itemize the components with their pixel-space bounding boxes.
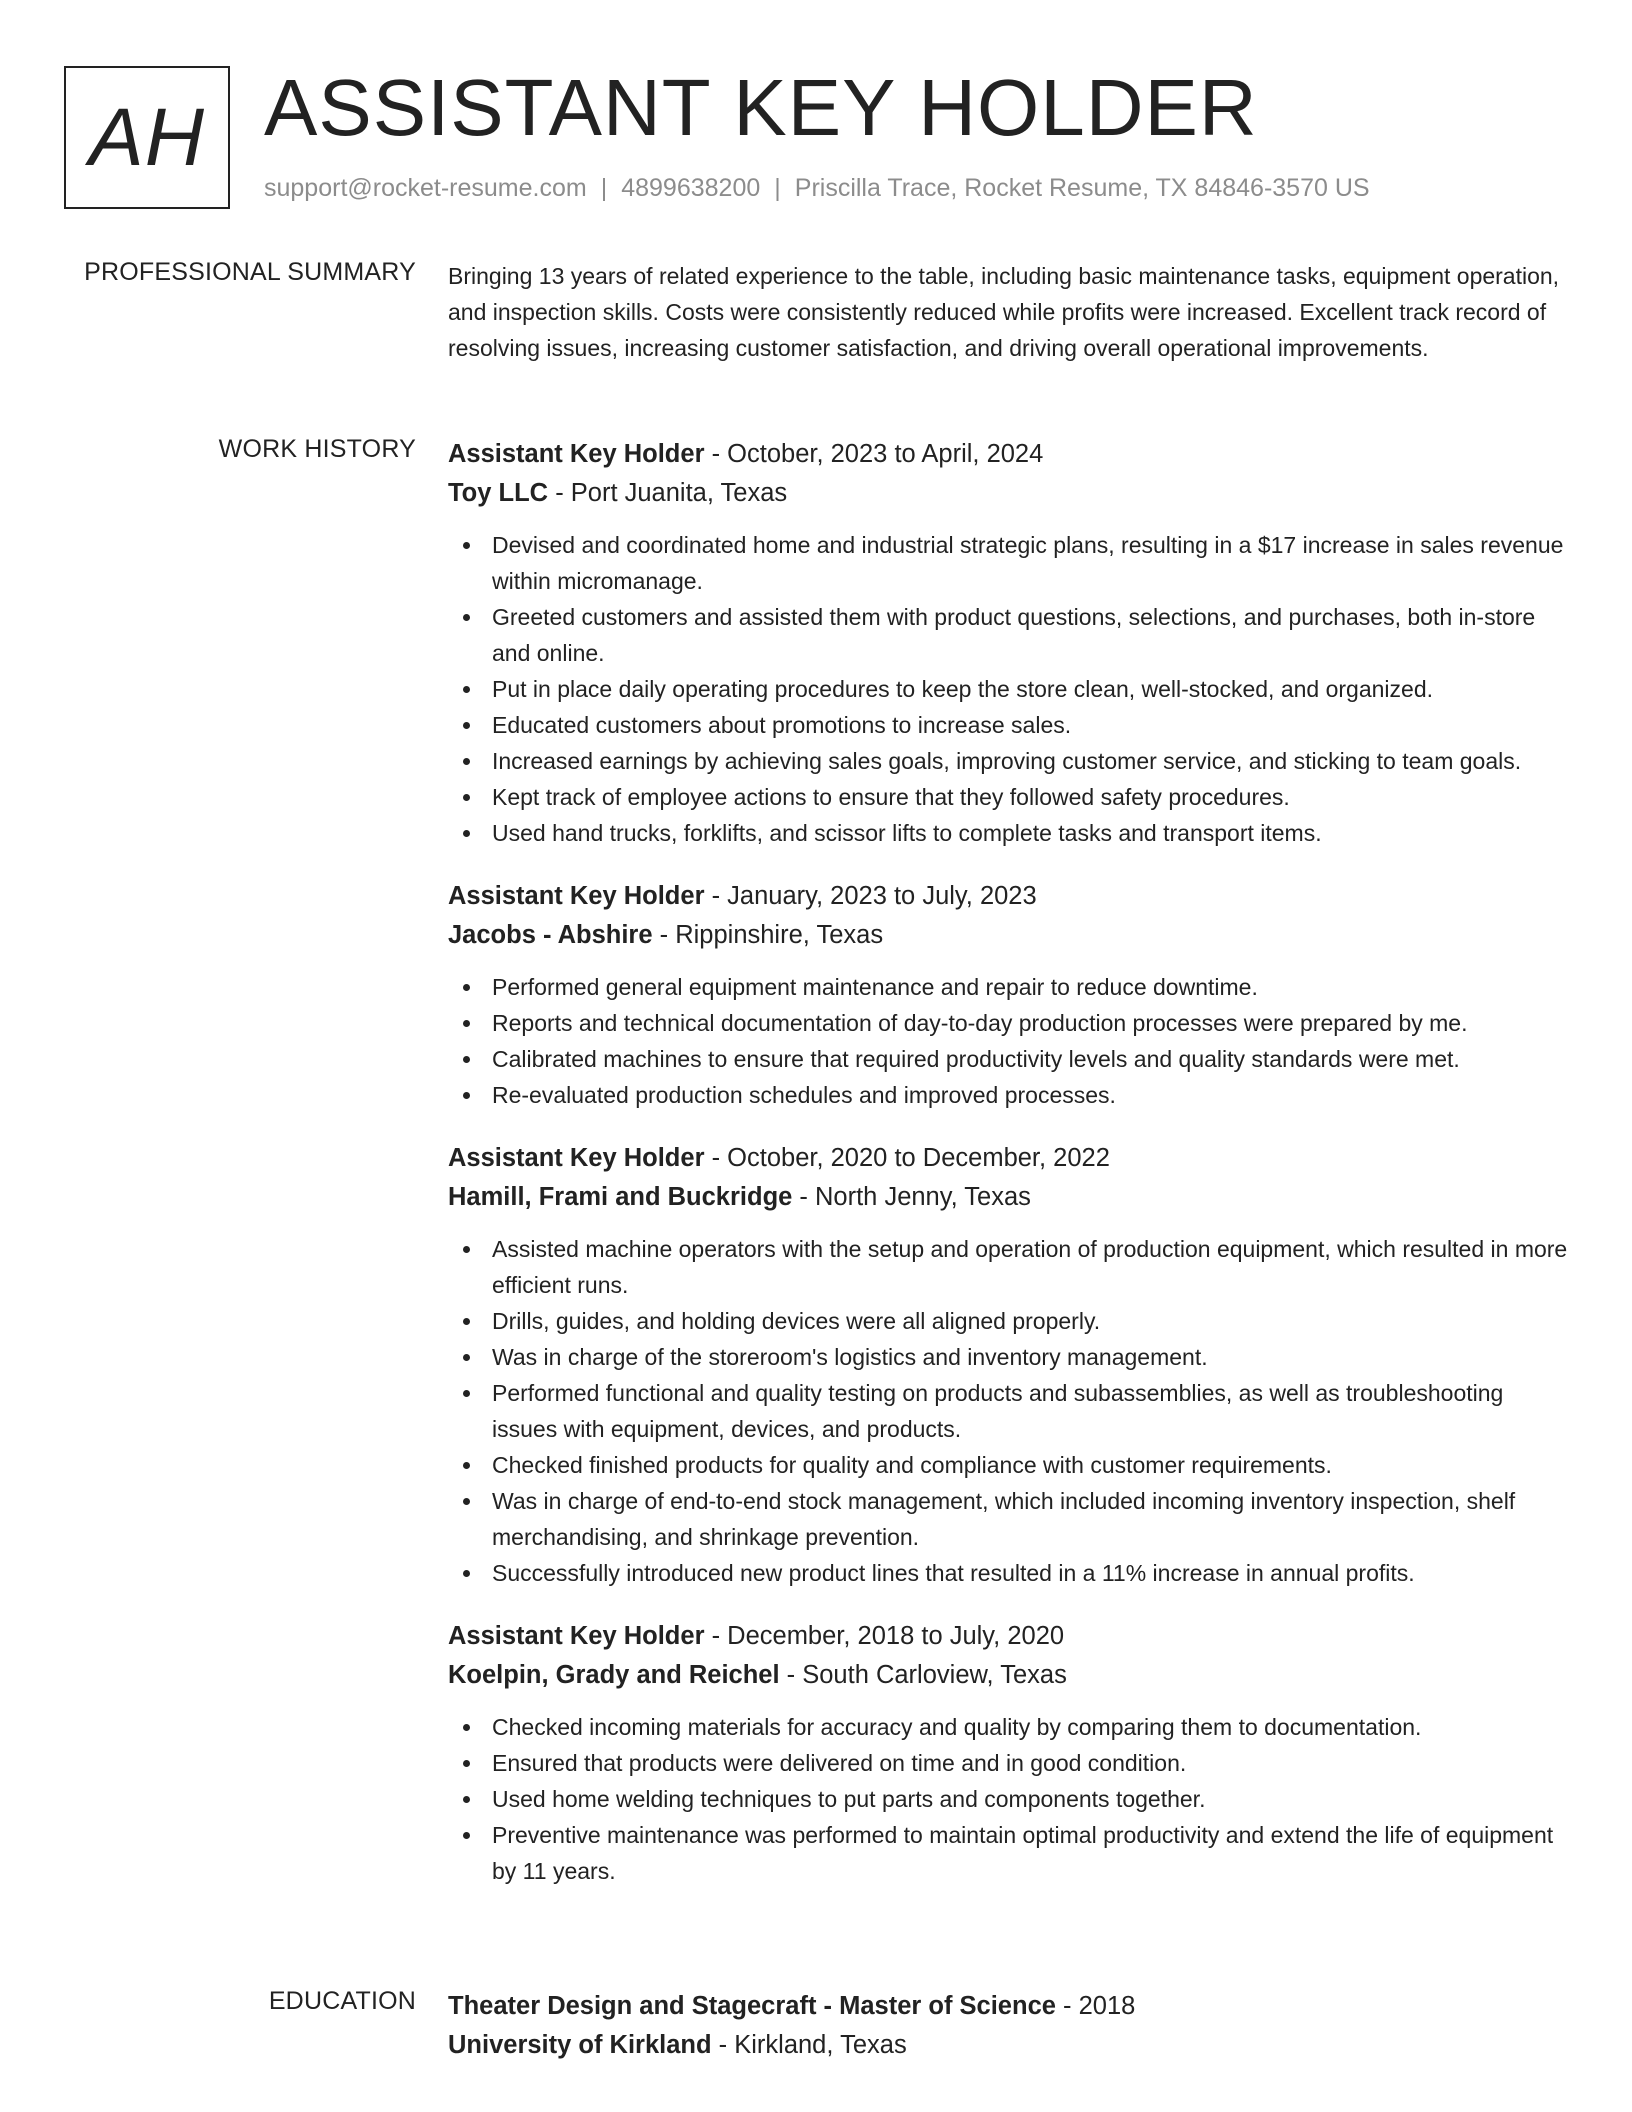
job-role: Assistant Key Holder bbox=[448, 1144, 705, 1172]
job-location: - Port Juanita, Texas bbox=[548, 479, 788, 507]
education-school-line bbox=[448, 2026, 1568, 2065]
bullet-item: Performed general equipment maintenance and repair to reduce downtime. bbox=[448, 969, 1568, 1005]
job-company: Jacobs - Abshire bbox=[448, 921, 653, 949]
job-entry bbox=[448, 1617, 1568, 1889]
job-bullets bbox=[448, 969, 1568, 1113]
bullet-item: Greeted customers and assisted them with product questions, selections, and purchases, both in-store and online. bbox=[448, 599, 1568, 671]
bullet-item: Was in charge of end-to-end stock management, which included incoming inventory inspection, shelf merchandising, and shrinkage prevention. bbox=[448, 1483, 1568, 1555]
bullet-item: Successfully introduced new product lines that resulted in a 11% increase in annual profits. bbox=[448, 1555, 1568, 1591]
bullet-item: Re-evaluated production schedules and improved processes. bbox=[448, 1077, 1568, 1113]
education-degree-line bbox=[448, 1987, 1568, 2026]
bullet-item: Increased earnings by achieving sales goals, improving customer service, and sticking to team goals. bbox=[448, 743, 1568, 779]
education-location: - Kirkland, Texas bbox=[711, 2031, 907, 2059]
job-dates: - January, 2023 to July, 2023 bbox=[704, 882, 1037, 910]
bullet-item: Devised and coordinated home and industrial strategic plans, resulting in a $17 increase in sales revenue within micromanage. bbox=[448, 527, 1568, 599]
job-location: - South Carloview, Texas bbox=[779, 1661, 1067, 1689]
bullet-item: Used home welding techniques to put parts and components together. bbox=[448, 1781, 1568, 1817]
job-title-line bbox=[448, 1617, 1568, 1656]
bullet-item: Used hand trucks, forklifts, and scissor lifts to complete tasks and transport items. bbox=[448, 815, 1568, 851]
education-degree: Theater Design and Stagecraft - Master of Science bbox=[448, 1992, 1056, 2020]
bullet-item: Reports and technical documentation of day-to-day production processes were prepared by me. bbox=[448, 1005, 1568, 1041]
job-location: - Rippinshire, Texas bbox=[652, 921, 884, 949]
bullet-item: Was in charge of the storeroom's logistics and inventory management. bbox=[448, 1339, 1568, 1375]
job-entry bbox=[448, 435, 1568, 851]
bullet-item: Ensured that products were delivered on time and in good condition. bbox=[448, 1745, 1568, 1781]
job-company-line bbox=[448, 474, 1568, 513]
job-role: Assistant Key Holder bbox=[448, 882, 705, 910]
job-company: Hamill, Frami and Buckridge bbox=[448, 1183, 793, 1211]
bullet-item: Performed functional and quality testing on products and subassemblies, as well as troubleshooting issues with equipment, devices, and products. bbox=[448, 1375, 1568, 1447]
contact-address: Priscilla Trace, Rocket Resume, TX 84846-3570 US bbox=[794, 174, 1370, 202]
bullet-item: Assisted machine operators with the setup and operation of production equipment, which resulted in more efficient runs. bbox=[448, 1231, 1568, 1303]
job-entry bbox=[448, 1139, 1568, 1591]
contact-phone: 4899638200 bbox=[621, 174, 761, 202]
job-title-line bbox=[448, 435, 1568, 474]
job-company: Koelpin, Grady and Reichel bbox=[448, 1661, 780, 1689]
job-company-line bbox=[448, 916, 1568, 955]
monogram-initials: AH bbox=[89, 91, 205, 183]
bullet-item: Checked finished products for quality and compliance with customer requirements. bbox=[448, 1447, 1568, 1483]
education-school: University of Kirkland bbox=[448, 2031, 712, 2059]
section-title-work-history: WORK HISTORY bbox=[218, 435, 416, 463]
section-title-education: EDUCATION bbox=[268, 1987, 416, 2015]
job-bullets bbox=[448, 1231, 1568, 1591]
job-role: Assistant Key Holder bbox=[448, 440, 705, 468]
contact-separator: | bbox=[600, 174, 608, 202]
resume-header bbox=[64, 63, 1584, 211]
bullet-item: Preventive maintenance was performed to maintain optimal productivity and extend the life of equipment by 11 years. bbox=[448, 1817, 1568, 1889]
job-location: - North Jenny, Texas bbox=[792, 1183, 1031, 1211]
job-dates: - October, 2020 to December, 2022 bbox=[704, 1144, 1110, 1172]
summary-text: Bringing 13 years of related experience to the table, including basic maintenance tasks, equipment operation, and inspection skills. Costs were consistently reduced while profits were increased. Excellent track record of resolving issues, increasing customer satisfaction, and driving overall operational improvements. bbox=[448, 263, 1560, 361]
education-year: - 2018 bbox=[1055, 1992, 1136, 2020]
job-bullets bbox=[448, 527, 1568, 851]
bullet-item: Put in place daily operating procedures to keep the store clean, well-stocked, and organized. bbox=[448, 671, 1568, 707]
bullet-item: Calibrated machines to ensure that required productivity levels and quality standards were met. bbox=[448, 1041, 1568, 1077]
job-dates: - December, 2018 to July, 2020 bbox=[704, 1622, 1065, 1650]
job-title-line bbox=[448, 1139, 1568, 1178]
contact-line bbox=[264, 174, 1370, 203]
job-company: Toy LLC bbox=[448, 479, 549, 507]
job-bullets bbox=[448, 1709, 1568, 1889]
section-title-summary: PROFESSIONAL SUMMARY bbox=[84, 258, 416, 286]
job-company-line bbox=[448, 1178, 1568, 1217]
job-dates: - October, 2023 to April, 2024 bbox=[704, 440, 1044, 468]
monogram-box bbox=[64, 66, 230, 209]
job-company-line bbox=[448, 1656, 1568, 1695]
job-entry bbox=[448, 877, 1568, 1113]
bullet-item: Educated customers about promotions to increase sales. bbox=[448, 707, 1568, 743]
job-role: Assistant Key Holder bbox=[448, 1622, 705, 1650]
bullet-item: Kept track of employee actions to ensure that they followed safety procedures. bbox=[448, 779, 1568, 815]
contact-separator: | bbox=[774, 174, 781, 202]
job-title-line bbox=[448, 877, 1568, 916]
candidate-name: ASSISTANT KEY HOLDER bbox=[264, 63, 1258, 152]
bullet-item: Checked incoming materials for accuracy and quality by comparing them to documentation. bbox=[448, 1709, 1568, 1745]
bullet-item: Drills, guides, and holding devices were all aligned properly. bbox=[448, 1303, 1568, 1339]
contact-email: support@rocket-resume.com bbox=[264, 174, 587, 202]
